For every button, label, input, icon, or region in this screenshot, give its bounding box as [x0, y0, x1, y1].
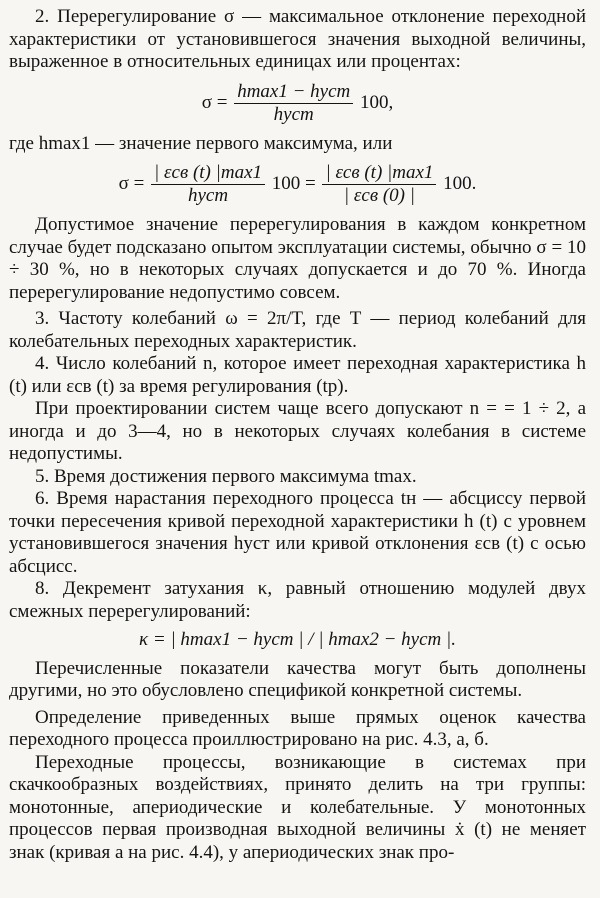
formula-decrement: κ = | hmax1 − hуст | / | hmax2 − hуст |.	[139, 629, 456, 650]
paragraph-listed: Перечисленные показатели качества могут быть дополнены другими, но это обусловлено спецификой конкретной системы.	[9, 657, 586, 701]
paragraph-oscillations: 4. Число колебаний n, которое имеет переходная характеристика h (t) или εсв (t) за время регулирования (tр).	[9, 353, 586, 397]
formula-overshoot	[9, 82, 586, 125]
paragraph-decrement: 8. Декремент затухания κ, равный отношению модулей двух смежных перерегулирований:	[9, 578, 586, 622]
formula-mid: 100 =	[271, 172, 316, 194]
fraction-denominator: hуст	[187, 185, 229, 206]
paragraph-time-max: 5. Время достижения первого максимума tmax.	[35, 465, 417, 487]
paragraph-illustration: Определение приведенных выше прямых оценок качества переходного процесса проиллюстрировано на рис. 4.3, а, б.	[9, 706, 586, 750]
paragraph-frequency: 3. Частоту колебаний ω = 2π/T, где T — период колебаний для колебательных переходных характеристик.	[9, 308, 586, 352]
formula-lhs: σ =	[201, 91, 228, 113]
paragraph-rise-time: 6. Время нарастания переходного процесса tн — абсциссу первой точки пересечения кривой переходной характеристики h (t) с уровнем установившегося значения hуст или кривой отклонения εсв (t) с осью абсцисс.	[9, 488, 586, 577]
formula-lhs: σ =	[118, 172, 145, 194]
paragraph-overshoot: 2. Перерегулирование σ — максимальное отклонение переходной характеристики от установившегося значения выходной величины, выраженное в относительных единицах или процентах:	[9, 6, 586, 72]
paragraph-design: При проектировании систем чаще всего допускают n = = 1 ÷ 2, а иногда и до 3—4, но в некоторых случаях колебания в системе недопустимы.	[9, 398, 586, 464]
fraction-1	[151, 163, 265, 206]
formula-tail: 100,	[360, 91, 394, 113]
paragraph-where: где hmax1 — значение первого максимума, или	[9, 132, 393, 154]
formula-tail: 100.	[443, 172, 477, 194]
fraction-numerator: | εсв (t) |max1	[151, 163, 265, 185]
formula-overshoot-alt	[9, 163, 586, 206]
fraction-numerator: hmax1 − hуст	[234, 82, 353, 104]
fraction-denominator: hуст	[273, 103, 314, 125]
fraction	[234, 82, 353, 125]
paragraph-transients: Переходные процессы, возникающие в системах при скачкообразных воздействиях, принято делить на три группы: монотонные, апериодические и колебательные. У монотонных процессов первая производная выходной величины ẋ (t) не меняет знак (кривая а на рис. 4.4), у апериодических знак про-	[9, 751, 586, 863]
paragraph-allowable: Допустимое значение перерегулирования в каждом конкретном случае будет подсказано опытом эксплуатации системы, обычно σ = 10 ÷ 30 %, но в некоторых случаях допускается и до 70 %. Иногда перерегулирование недопустимо совсем.	[9, 214, 586, 303]
fraction-denominator: | εсв (0) |	[343, 185, 415, 206]
fraction-2	[322, 163, 436, 206]
fraction-numerator: | εсв (t) |max1	[322, 163, 436, 185]
